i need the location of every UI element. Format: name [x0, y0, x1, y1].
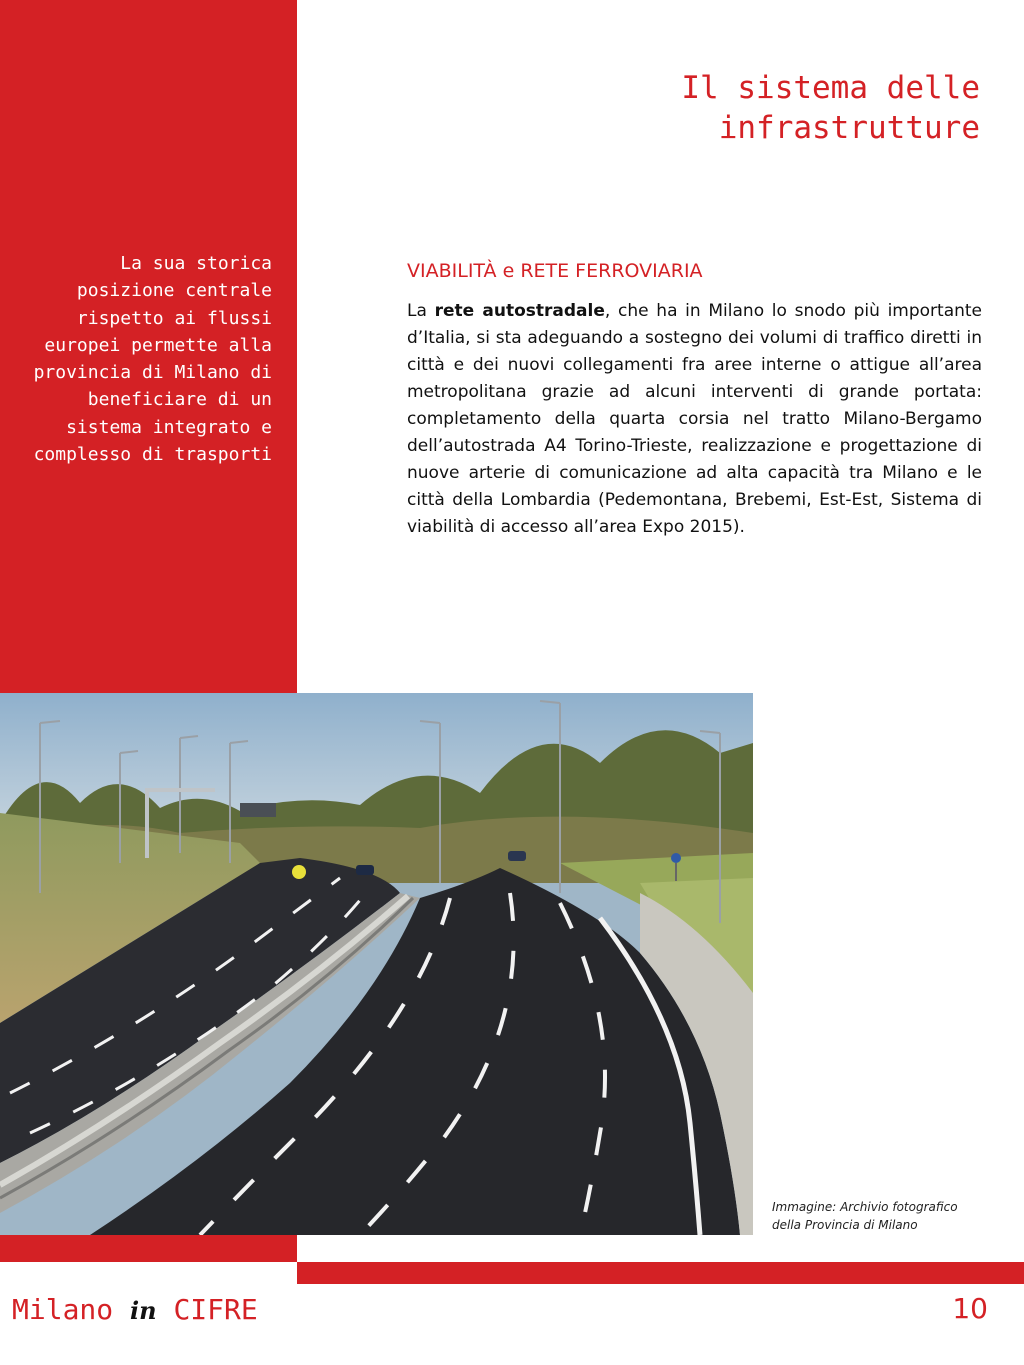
- brand-cifre: CIFRE: [173, 1293, 258, 1326]
- brand-milano: Milano: [12, 1293, 114, 1326]
- caption-line1: Immagine: Archivio fotografico: [772, 1200, 958, 1214]
- highway-illustration: [0, 693, 753, 1235]
- page-title-line2: infrastrutture: [718, 110, 980, 146]
- body-paragraph: [407, 298, 982, 541]
- brand-in: in: [130, 1296, 157, 1325]
- caption-line2: della Provincia di Milano: [772, 1218, 918, 1232]
- highway-photo: [0, 693, 753, 1235]
- footer-brand: [12, 1292, 258, 1329]
- page-number: 10: [952, 1292, 988, 1325]
- footer-red-bar: [297, 1262, 1024, 1284]
- page-title-line1: Il sistema delle: [681, 70, 980, 106]
- body-intro: La: [407, 301, 427, 321]
- section-heading: VIABILITÀ e RETE FERROVIARIA: [407, 260, 703, 282]
- body-rest: , che ha in Milano lo snodo più importante d’Italia, si sta adeguando a sostegno dei volumi di traffico diretti in città e dei nuovi collegamenti fra aree interne o attigue all’area metropolitana grazie ad alcuni interventi di grande portata: completamento della quarta corsia nel tratto Milano-Bergamo dell’autostrada A4 Torino-Trieste, realizzazione e progettazione di nuove arterie di comunicazione ad alta capacità tra Milano e le città della Lombardia (Pedemontana, Brebemi, Est-Est, Sistema di viabilità di accesso all’area Expo 2015).: [407, 301, 983, 537]
- body-bold-term: rete autostradale: [434, 301, 605, 321]
- page-title: [460, 68, 980, 148]
- sidebar-quote: La sua storica posizione centrale rispetto ai flussi europei permette alla provincia di Milano di beneficiare di un sistema integrato e complesso di trasporti: [33, 253, 272, 466]
- image-caption: [772, 1198, 1012, 1234]
